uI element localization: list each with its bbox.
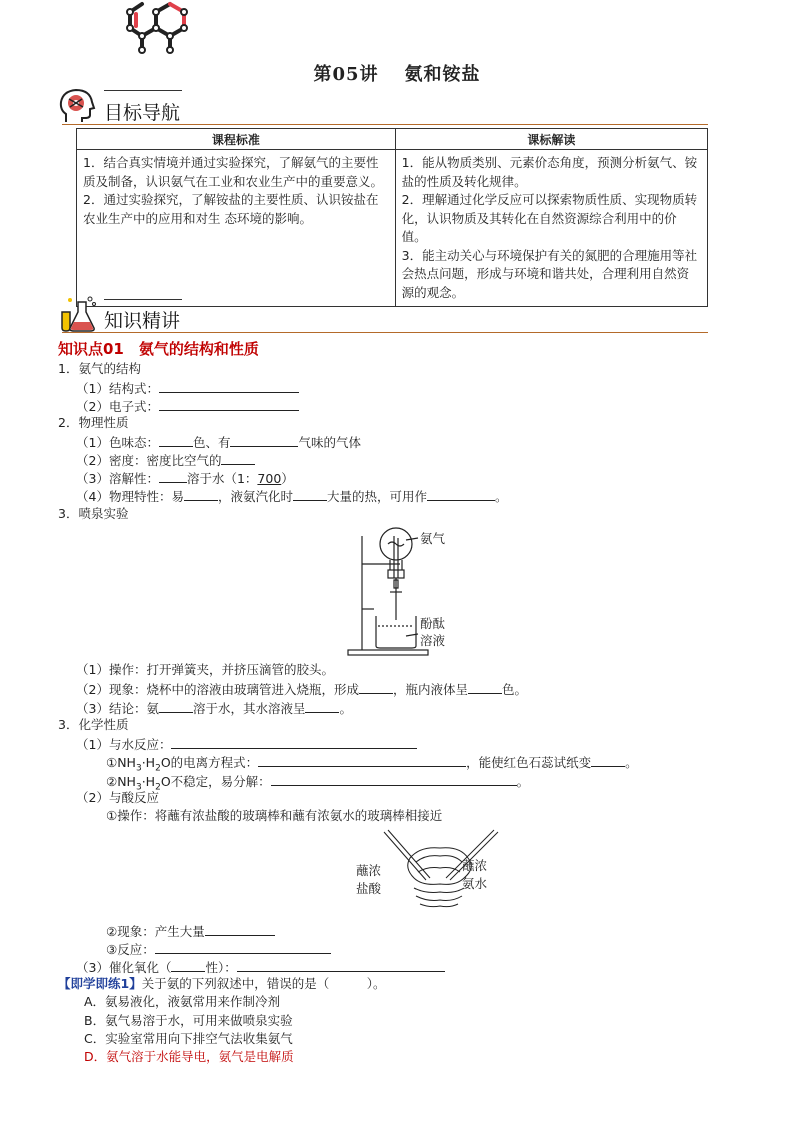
standard-item-2: 2．通过实验探究，了解铵盐的主要性质、认识铵盐在农业生产中的应用和对生 态环境的影响。 (83, 192, 379, 226)
fountain-operation: （1）操作：打开弹簧夹，并挤压滴管的胶头。 (76, 662, 334, 677)
interpretation-item-1: 1．能从物质类别、元素价态角度，预测分析氨气、铵盐的性质及转化规律。 (401, 155, 698, 189)
structural-formula-label: （1）结构式： (76, 381, 159, 396)
solubility-text: 溶于水（1： (186, 471, 258, 486)
fountain-heading: 3．喷泉实验 (58, 506, 129, 521)
exercise-question-text: 关于氨的下列叙述中，错误的是（ ）。 (141, 976, 386, 991)
interpretation-item-3: 3．能主动关心与环境保护有关的氮肥的合理施用等社会热点问题，形成与环境和谐共处，合理利用自然资源的观念。 (401, 247, 698, 300)
phenomenon-text2: ，瓶内液体呈 (392, 682, 468, 697)
decomposition-line (106, 771, 529, 797)
color-odor-text: 色、有 (192, 435, 231, 450)
conclusion-text2: 溶于水，其水溶液呈 (192, 701, 306, 716)
ionization-tail: 。 (625, 755, 638, 770)
table-header-standard: 课程标准 (77, 129, 396, 150)
structure-heading: 1．氨气的结构 (58, 361, 141, 376)
catalytic-equation-blank[interactable] (237, 957, 445, 972)
conclusion-text1: （3）结论：氨 (76, 701, 159, 716)
special-property-label: （4）物理特性：易 (76, 489, 184, 504)
exercise-question (58, 975, 385, 993)
flask-icon (56, 294, 98, 332)
molecule-logo-icon (120, 0, 194, 56)
decomp-tail: 。 (516, 774, 530, 789)
conclusion-tail: 。 (339, 701, 352, 716)
interpretation-cell (395, 150, 707, 307)
page-title (0, 60, 794, 86)
conclusion-blank1[interactable] (159, 698, 193, 713)
knowledge-point-title: 知识点01 氨气的结构和性质 (58, 340, 259, 358)
catalytic-label: （3）催化氧化（ (76, 960, 172, 975)
solubility-line (76, 468, 294, 488)
acid-reaction-line (106, 939, 331, 959)
acid-reaction-label: ③反应： (106, 942, 155, 957)
acid-phenomenon-label: ②现象：产生大量 (106, 924, 205, 939)
decomposition-blank[interactable] (271, 771, 517, 786)
knowledge-section-title: 知识精讲 (104, 310, 181, 332)
electron-formula-blank[interactable] (159, 396, 299, 411)
special-property-text2: 大量的热，可用作 (326, 489, 427, 504)
acid-reaction-blank[interactable] (155, 939, 331, 954)
color-odor-label: （1）色味态： (76, 435, 159, 450)
exercise-option-c[interactable]: C．实验室常用向下排空气法收集氨气 (84, 1031, 293, 1046)
fig2-right-label-1: 蘸浓 (462, 858, 488, 873)
special-property-tail: 。 (495, 489, 508, 504)
curriculum-table (76, 128, 708, 307)
fig2-left-label-2: 盐酸 (356, 881, 382, 896)
solubility-tail: ） (281, 471, 294, 486)
lecture-topic: 氨和铵盐 (404, 64, 481, 85)
exercise-option-d[interactable]: D．氨气溶于水能导电，氨气是电解质 (84, 1049, 294, 1064)
exercise-tag: 【即学即练1】 (58, 976, 142, 991)
liquefy-blank[interactable] (184, 486, 218, 501)
exercise-option-a[interactable]: A．氨易液化，液氨常用来作制冷剂 (84, 994, 281, 1009)
fountain-conclusion (76, 698, 352, 718)
phenomenon-blank1[interactable] (359, 679, 393, 694)
water-reaction-line (76, 734, 417, 754)
fountain-phenomenon (76, 679, 527, 699)
table-header-interpretation: 课标解读 (395, 129, 707, 150)
catalytic-oxidation-line (76, 957, 445, 977)
catalytic-property-blank[interactable] (171, 957, 205, 972)
ionization-label: O的电离方程式： (160, 755, 259, 770)
fig2-right-label-2: 氨水 (462, 876, 488, 891)
structural-formula-blank[interactable] (159, 378, 299, 393)
ionization-nh: ①NH (106, 755, 136, 770)
exercise-option-b[interactable]: B．氨气易溶于水，可用来做喷泉实验 (84, 1013, 293, 1028)
color-odor-line (76, 432, 361, 452)
interpretation-item-2: 2．理解通过化学反应可以探索物质性质、实现物质转化，认识物质及其转化在自然资源综合利用中的价值。 (401, 192, 698, 244)
fig1-solution-label-1: 酚酞 (420, 616, 446, 631)
standard-item-1: 1．结合真实情境并通过实验探究，了解氨气的主要性质及制备，认识氨气在工业和农业生产中的重要意义。 (83, 155, 384, 189)
color-blank[interactable] (159, 432, 193, 447)
goal-section-title: 目标导航 (104, 102, 181, 124)
decomp-nh: ②NH (106, 774, 136, 789)
goal-divider (62, 124, 708, 125)
fountain-apparatus-figure (340, 524, 470, 658)
special-property-text1: ，液氨汽化时 (217, 489, 293, 504)
density-label: （2）密度：密度比空气的 (76, 453, 222, 468)
electron-formula-label: （2）电子式： (76, 399, 159, 414)
knowledge-divider-top (104, 299, 182, 300)
solubility-label: （3）溶解性： (76, 471, 159, 486)
lecture-number: 第05讲 (313, 64, 379, 85)
litmus-blank[interactable] (591, 752, 625, 767)
acid-phenomenon-blank[interactable] (205, 921, 275, 936)
fig2-left-label-1: 蘸浓 (356, 863, 382, 878)
special-property-line (76, 486, 508, 506)
structural-formula-line (76, 378, 299, 398)
solubility-ratio: 700 (257, 471, 282, 486)
physical-heading: 2．物理性质 (58, 415, 129, 430)
acid-phenomenon-line (106, 921, 275, 941)
heat-blank[interactable] (293, 486, 327, 501)
solubility-blank[interactable] (159, 468, 187, 483)
decomp-h: ·H (141, 774, 156, 789)
conclusion-blank2[interactable] (305, 698, 339, 713)
acid-operation: ①操作：将蘸有浓盐酸的玻璃棒和蘸有浓氨水的玻璃棒相接近 (106, 808, 443, 823)
density-line (76, 450, 255, 470)
decomp-label: O不稳定，易分解： (160, 774, 271, 789)
ionization-sub2: 2 (155, 763, 161, 774)
fig1-gas-label: 氨气 (420, 531, 446, 546)
acid-reaction-heading: （2）与酸反应 (76, 790, 159, 805)
decomp-sub2: 2 (155, 782, 161, 793)
color-odor-tail: 气味的气体 (298, 435, 361, 450)
decomp-sub3: 3 (135, 782, 142, 793)
standard-cell (77, 150, 396, 307)
odor-blank[interactable] (230, 432, 298, 447)
catalytic-text: 性）： (205, 960, 237, 975)
phenomenon-text1: （2）现象：烧杯中的溶液由玻璃管进入烧瓶，形成 (76, 682, 359, 697)
phenomenon-tail: 色。 (501, 682, 527, 697)
chemical-heading: 3．化学性质 (58, 717, 129, 732)
ionization-sub3: 3 (135, 763, 142, 774)
fig1-solution-label-2: 溶液 (420, 633, 446, 648)
electron-formula-line (76, 396, 299, 416)
water-reaction-label: （1）与水反应： (76, 737, 172, 752)
ionization-h: ·H (141, 755, 156, 770)
head-gear-icon (58, 88, 96, 124)
knowledge-divider (62, 332, 708, 333)
ionization-blank[interactable] (258, 752, 466, 767)
goal-divider-top (104, 90, 182, 91)
phenomenon-blank2[interactable] (468, 679, 502, 694)
use-blank[interactable] (427, 486, 495, 501)
density-blank[interactable] (221, 450, 255, 465)
ionization-text: ，能使红色石蕊试纸变 (466, 755, 592, 770)
water-reaction-blank[interactable] (171, 734, 417, 749)
